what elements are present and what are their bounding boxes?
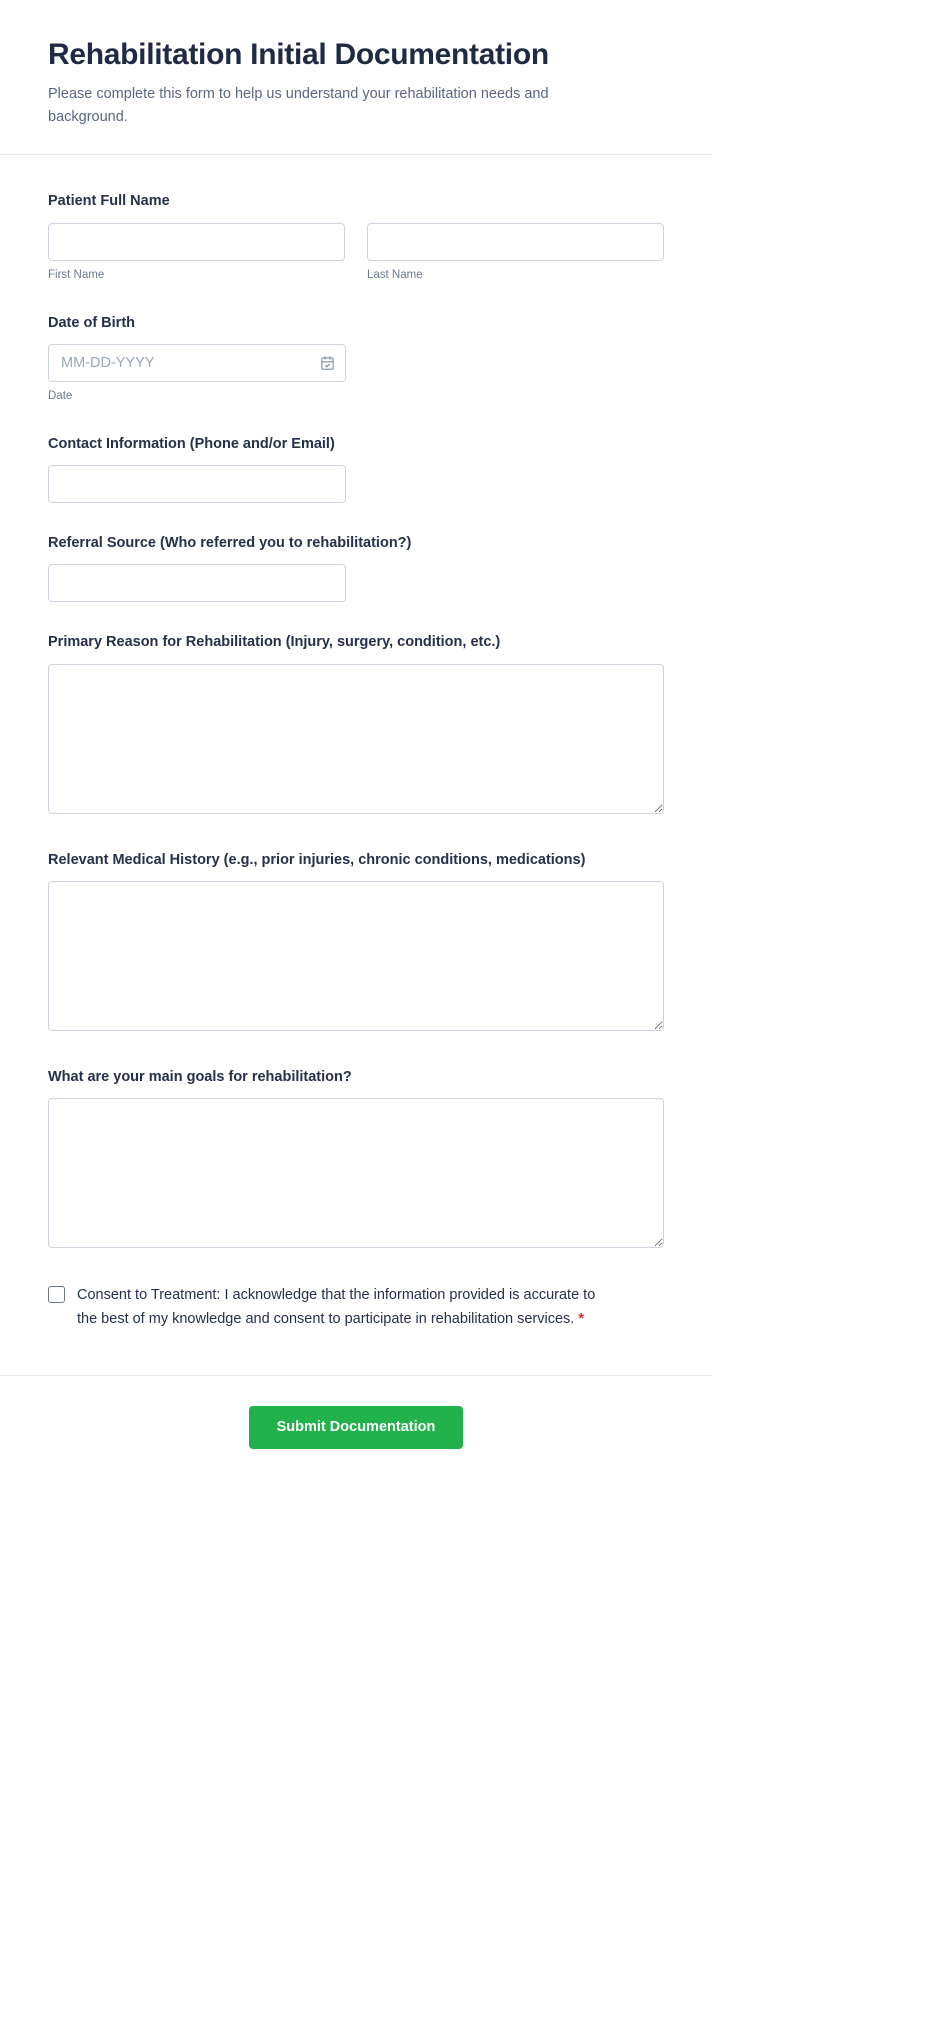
first-name-sublabel: First Name <box>48 268 105 281</box>
contact-information-label: Contact Information (Phone and/or Email) <box>48 435 335 452</box>
last-name-input[interactable] <box>367 223 664 261</box>
referral-source-label: Referral Source (Who referred you to rehabilitation?) <box>48 535 412 552</box>
submit-documentation-button[interactable]: Submit Documentation <box>249 1406 464 1449</box>
consent-checkbox[interactable] <box>48 1286 65 1303</box>
medical-history-textarea[interactable] <box>48 881 664 1031</box>
field-contact-information <box>48 434 664 503</box>
field-rehab-goals <box>48 1067 664 1248</box>
date-of-birth-label: Date of Birth <box>48 314 135 331</box>
form-body <box>0 155 712 1375</box>
contact-information-input[interactable] <box>48 465 346 503</box>
field-consent-to-treatment <box>48 1284 664 1331</box>
date-of-birth-input[interactable] <box>48 344 346 382</box>
date-of-birth-sublabel: Date <box>48 389 73 402</box>
primary-reason-textarea[interactable] <box>48 664 664 814</box>
page-title: Rehabilitation Initial Documentation <box>48 38 549 71</box>
name-row <box>48 223 664 283</box>
field-date-of-birth <box>48 313 664 404</box>
primary-reason-label: Primary Reason for Rehabilitation (Injury, surgery, condition, etc.) <box>48 634 501 651</box>
form-subtitle: Please complete this form to help us understand your rehabilitation needs and background. <box>48 85 549 126</box>
last-name-sublabel: Last Name <box>367 268 423 281</box>
last-name-column <box>367 223 664 283</box>
form-header <box>0 0 712 154</box>
field-patient-full-name <box>48 191 664 282</box>
date-input-wrapper <box>48 344 346 382</box>
rehab-goals-label: What are your main goals for rehabilitation? <box>48 1069 352 1085</box>
rehab-goals-textarea[interactable] <box>48 1098 664 1248</box>
field-medical-history <box>48 850 664 1031</box>
form-footer <box>0 1376 712 1489</box>
first-name-column <box>48 223 345 283</box>
field-referral-source <box>48 533 664 602</box>
patient-full-name-label: Patient Full Name <box>48 193 170 210</box>
first-name-input[interactable] <box>48 223 345 261</box>
consent-text-wrapper <box>77 1284 617 1331</box>
consent-label: Consent to Treatment: I acknowledge that the information provided is accurate to the best of my knowledge and consent to participate in rehabilitation services. <box>77 1287 596 1327</box>
required-asterisk: * <box>578 1310 584 1327</box>
field-primary-reason <box>48 632 664 813</box>
referral-source-input[interactable] <box>48 564 346 602</box>
medical-history-label: Relevant Medical History (e.g., prior injuries, chronic conditions, medications) <box>48 851 586 868</box>
